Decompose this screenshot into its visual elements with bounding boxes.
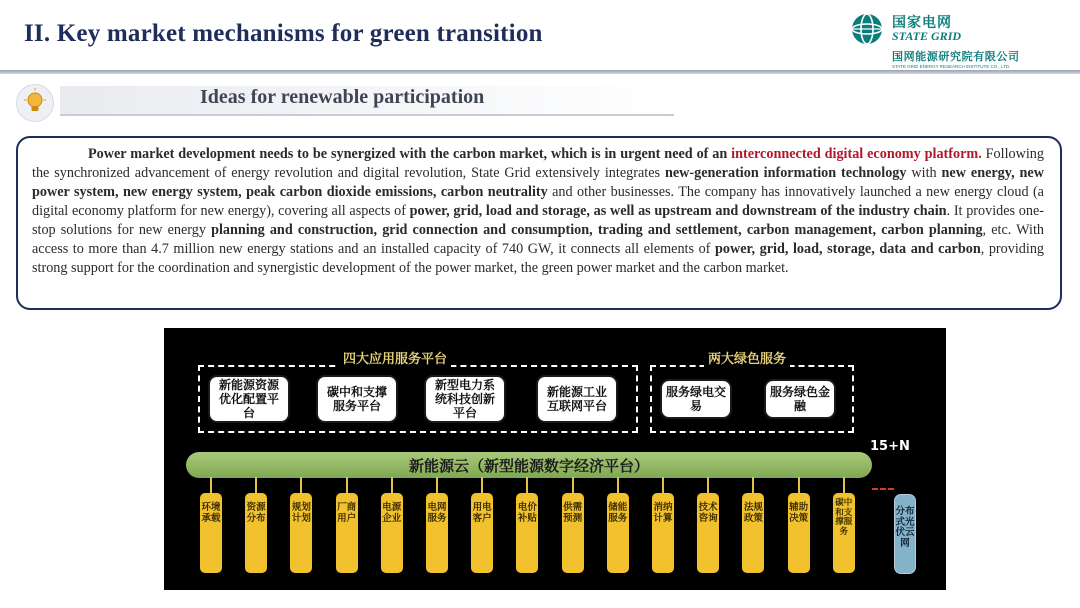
service-vertical-item: 电价补贴 xyxy=(516,493,538,573)
lightbulb-icon xyxy=(16,84,54,122)
service-vertical-item: 用电客户 xyxy=(471,493,493,573)
paragraph-run: with xyxy=(906,165,942,181)
vertical-connector xyxy=(391,477,393,493)
paragraph-run: new energy, new power system, new energy system, peak carbon dioxide emissions, carbon neutrality xyxy=(32,165,1044,200)
side-item: 分布式光伏云网 xyxy=(894,494,916,574)
paragraph-run: Power market development needs to be synergized with the carbon market, which is in urgent need of an xyxy=(88,146,732,162)
vertical-connector xyxy=(300,477,302,493)
vertical-connector xyxy=(617,477,619,493)
green-service-item: 服务绿色金融 xyxy=(764,379,836,419)
logo-cn-text: 国家电网 xyxy=(892,15,952,31)
paragraph-run: , etc. With access to more than 4.7 million new energy stations and an installed capacity of 740 GW, it connects all elements of xyxy=(32,222,1044,257)
platform-item: 新能源工业互联网平台 xyxy=(536,375,618,423)
paragraph-run: . It provides one-stop solutions for new energy xyxy=(32,203,1044,238)
service-vertical-item: 储能服务 xyxy=(607,493,629,573)
service-vertical-item: 供需预测 xyxy=(562,493,584,573)
institute-name-en: STATE GRID ENERGY RESEARCH INSTITUTE CO., LTD. xyxy=(892,64,1011,69)
paragraph-run: Following the synchronized advancement of energy revolution and digital revolution, State Grid extensively integrates xyxy=(32,146,1044,181)
group2-title: 两大绿色服务 xyxy=(704,348,790,367)
vertical-connector xyxy=(843,477,845,493)
service-vertical-item: 消纳计算 xyxy=(652,493,674,573)
vertical-connector xyxy=(210,477,212,493)
green-service-item: 服务绿电交易 xyxy=(660,379,732,419)
institute-name: 国网能源研究院有限公司 xyxy=(892,50,1020,63)
extension-label: 15+N xyxy=(870,439,910,454)
service-vertical-item: 厂商用户 xyxy=(336,493,358,573)
vertical-connector xyxy=(346,477,348,493)
paragraph-run: interconnected digital economy platform. xyxy=(731,146,982,162)
state-grid-globe-icon xyxy=(850,12,884,46)
service-vertical-item: 辅助决策 xyxy=(788,493,810,573)
vertical-connector xyxy=(798,477,800,493)
title-divider xyxy=(0,70,1080,74)
vertical-connector xyxy=(481,477,483,493)
paragraph-run: , providing strong support for the coordination and synergistic development of the power market, the green power market and the carbon market. xyxy=(32,241,1045,276)
new-energy-cloud-bar: 新能源云（新型能源数字经济平台） xyxy=(186,452,872,478)
side-connector xyxy=(872,488,894,490)
platform-item: 碳中和支撑服务平台 xyxy=(316,375,398,423)
paragraph-run: planning and construction, grid connection and consumption, trading and settlement, carbon management, carbon planning xyxy=(211,222,983,238)
service-vertical-item: 规划计划 xyxy=(290,493,312,573)
new-energy-cloud-diagram xyxy=(164,328,946,590)
vertical-connector xyxy=(662,477,664,493)
paragraph-run: power, grid, load, storage, data and carbon xyxy=(714,241,981,257)
vertical-connector xyxy=(752,477,754,493)
paragraph-run: new-generation information technology xyxy=(664,165,907,181)
vertical-connector xyxy=(526,477,528,493)
platform-item: 新能源资源优化配置平台 xyxy=(208,375,290,423)
service-vertical-item: 电源企业 xyxy=(381,493,403,573)
platform-item: 新型电力系统科技创新平台 xyxy=(424,375,506,423)
service-vertical-item: 技术咨询 xyxy=(697,493,719,573)
state-grid-logo xyxy=(846,10,1046,70)
service-vertical-item: 电网服务 xyxy=(426,493,448,573)
slide-title: II. Key market mechanisms for green transition xyxy=(24,20,543,47)
vertical-connector xyxy=(255,477,257,493)
service-vertical-item: 环境承载 xyxy=(200,493,222,573)
vertical-connector xyxy=(436,477,438,493)
subtitle: Ideas for renewable participation xyxy=(200,86,485,108)
logo-en-text: STATE GRID xyxy=(892,29,962,43)
vertical-connector xyxy=(707,477,709,493)
paragraph-run: power, grid, load and storage, as well as upstream and downstream of the industry chain xyxy=(409,203,947,219)
service-vertical-item: 法规政策 xyxy=(742,493,764,573)
group1-title: 四大应用服务平台 xyxy=(339,348,451,367)
description-paragraph xyxy=(16,136,1062,310)
service-vertical-item: 碳中和支撑服务 xyxy=(833,493,855,573)
vertical-connector xyxy=(572,477,574,493)
paragraph-run: and other businesses. The company has innovatively launched a new energy cloud (a digital economy platform for new energy), covering all aspects of xyxy=(32,184,1044,219)
service-vertical-item: 资源分布 xyxy=(245,493,267,573)
